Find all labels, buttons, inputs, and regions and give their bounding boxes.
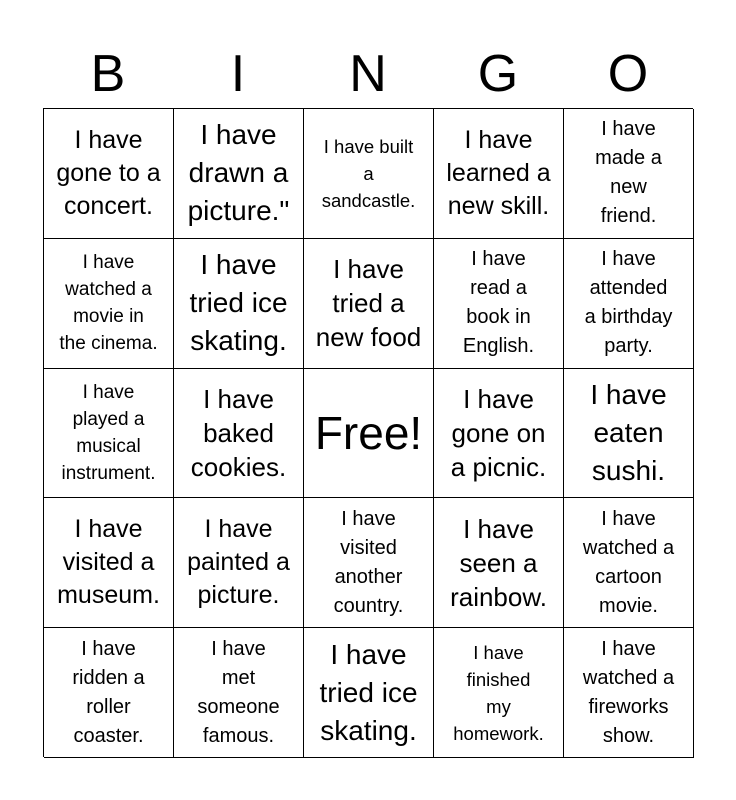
cell-text: I have learned a new skill. (446, 125, 551, 220)
cell-text: I have watched a fireworks show. (582, 637, 675, 747)
bingo-cell-r2c1[interactable] (44, 239, 174, 369)
header-letter-i: I (230, 45, 246, 103)
bingo-cell-r4c4[interactable] (434, 498, 564, 628)
bingo-cell-r4c1[interactable] (44, 498, 174, 628)
bingo-cell-r2c3[interactable] (304, 239, 434, 369)
bingo-cell-r1c5[interactable] (564, 109, 694, 239)
bingo-cell-r2c4[interactable] (434, 239, 564, 369)
bingo-header (43, 40, 693, 108)
bingo-cell-r3c2[interactable] (174, 369, 304, 499)
cell-text: I have eaten sushi. (590, 378, 667, 486)
bingo-cell-r4c3[interactable] (304, 498, 434, 628)
bingo-grid (43, 108, 693, 757)
cell-text: I have read a book in English. (462, 248, 535, 358)
bingo-cell-r3c1[interactable] (44, 369, 174, 499)
bingo-cell-r5c1[interactable] (44, 628, 174, 758)
cell-text: I have played a musical instrument. (61, 381, 156, 484)
cell-text: I have met someone famous. (197, 637, 280, 747)
cell-text: I have painted a picture. (187, 515, 290, 610)
bingo-cell-r3c5[interactable] (564, 369, 694, 499)
header-letter-b: B (90, 45, 126, 103)
cell-text: I have finished my homework. (453, 641, 544, 744)
cell-text: I have gone on a picnic. (450, 383, 547, 482)
bingo-cell-r3c4[interactable] (434, 369, 564, 499)
cell-text: I have built a sandcastle. (321, 135, 416, 211)
bingo-cell-r5c2[interactable] (174, 628, 304, 758)
bingo-cell-r5c3[interactable] (304, 628, 434, 758)
bingo-cell-r2c2[interactable] (174, 239, 304, 369)
cell-text: I have watched a movie in the cinema. (59, 252, 158, 355)
bingo-cell-r5c4[interactable] (434, 628, 564, 758)
header-letter-o: O (607, 45, 649, 103)
bingo-cell-r4c2[interactable] (174, 498, 304, 628)
cell-text: I have seen a rainbow. (450, 513, 547, 612)
cell-text: I have made a new friend. (595, 118, 662, 228)
header-letter-g: G (477, 45, 519, 103)
bingo-cell-r1c2[interactable] (174, 109, 304, 239)
bingo-cell-r1c3[interactable] (304, 109, 434, 239)
cell-text: I have baked cookies. (190, 383, 287, 482)
cell-text: I have tried a new food (315, 254, 422, 353)
cell-text: I have drawn a picture." (187, 119, 290, 227)
bingo-cell-r1c1[interactable] (44, 109, 174, 239)
bingo-cell-r4c5[interactable] (564, 498, 694, 628)
cell-text: I have watched a cartoon movie. (582, 507, 675, 617)
cell-text: I have tried ice skating. (189, 249, 288, 357)
cell-text: I have visited another country. (333, 507, 404, 617)
header-letter-n: N (349, 45, 387, 103)
cell-text: I have gone to a concert. (56, 125, 161, 220)
cell-text: I have tried ice skating. (319, 638, 418, 746)
bingo-cell-r1c4[interactable] (434, 109, 564, 239)
bingo-cell-r2c5[interactable] (564, 239, 694, 369)
free-space-text: Free! (314, 406, 423, 459)
cell-text: I have ridden a roller coaster. (72, 637, 145, 747)
bingo-cell-free[interactable] (304, 369, 434, 499)
cell-text: I have visited a museum. (57, 515, 160, 610)
cell-text: I have attended a birthday party. (584, 248, 673, 358)
bingo-cell-r5c5[interactable] (564, 628, 694, 758)
